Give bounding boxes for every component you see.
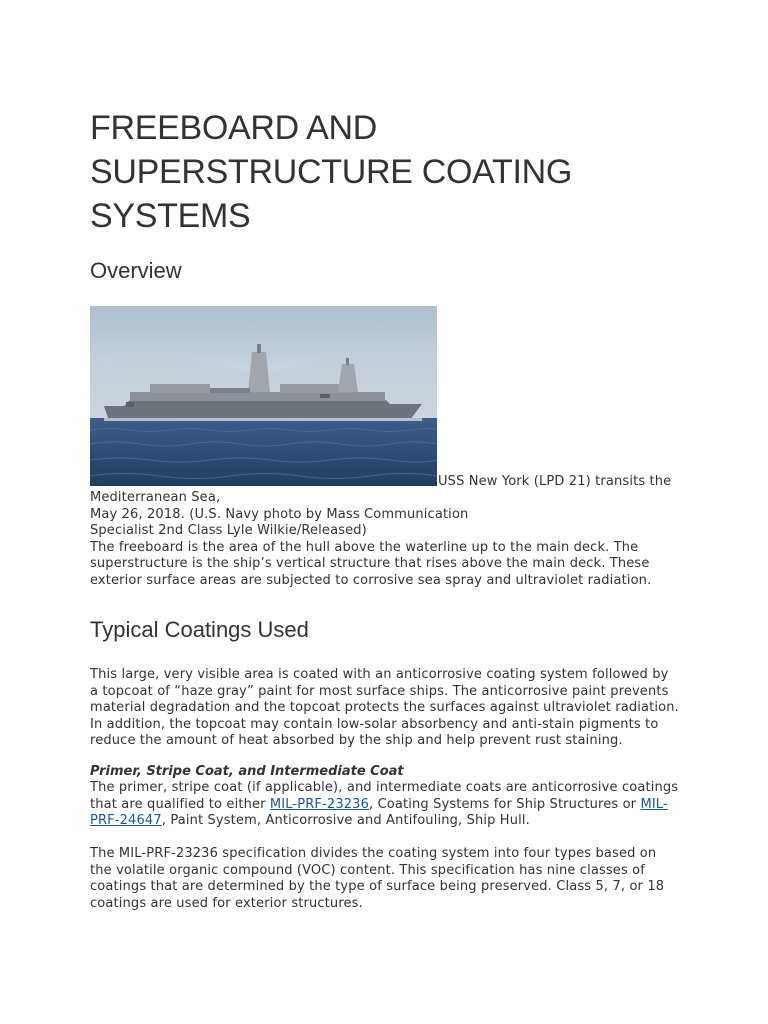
mil-prf-24647-link[interactable]: MIL-: [640, 796, 668, 812]
primer-paragraph: [90, 780, 682, 830]
caption-line: Mediterranean Sea,: [90, 490, 221, 505]
overview-text-line: exterior surface areas are subjected to corrosive sea spray and ultraviolet radiation.: [90, 572, 652, 588]
title-line: SUPERSTRUCTURE COATING: [90, 153, 573, 191]
caption-line: May 26, 2018. (U.S. Navy photo by Mass Communication: [90, 506, 469, 522]
paragraph-line: [90, 797, 682, 814]
caption-line: Specialist 2nd Class Lyle Wilkie/Released): [90, 523, 367, 538]
document-title: [90, 106, 650, 238]
paragraph-line: coatings are used for exterior structures.: [90, 895, 363, 911]
paragraph-line: a topcoat of “haze gray” paint for most surface ships. The anticorrosive paint prevents: [90, 683, 669, 699]
mil-prf-24647-link-continued[interactable]: PRF-24647: [90, 813, 162, 828]
paragraph-line: The primer, stripe coat (if applicable), and intermediate coats are anticorrosive coatings: [90, 780, 679, 795]
paragraph-text: , Coating Systems for Ship Structures or: [369, 796, 641, 812]
overview-heading: Overview: [90, 258, 182, 283]
paragraph-text: , Paint System, Anticorrosive and Antifouling, Ship Hull.: [161, 813, 530, 828]
paragraph-line: coatings that are determined by the type of surface being preserved. Class 5, 7, or 18: [90, 879, 665, 894]
overview-text-line: superstructure is the ship’s vertical structure that rises above the main deck. These: [90, 556, 650, 571]
typical-coatings-heading: Typical Coatings Used: [90, 617, 309, 642]
paragraph-line: the volatile organic compound (VOC) content. This specification has nine classes of: [90, 862, 645, 878]
paragraph-line: The MIL-PRF-23236 specification divides the coating system into four types based on: [90, 846, 657, 861]
paragraph-line: In addition, the topcoat may contain low-solar absorbency and anti-stain pigments to: [90, 716, 659, 732]
overview-text-line: The freeboard is the area of the hull above the waterline up to the main deck. The: [90, 539, 639, 555]
milspec-paragraph: [90, 846, 682, 912]
title-line: FREEBOARD AND: [90, 109, 378, 147]
paragraph-line: [90, 813, 682, 830]
title-line: SYSTEMS: [90, 197, 251, 235]
paragraph-text: that are qualified to either: [90, 796, 270, 812]
primer-subheading: Primer, Stripe Coat, and Intermediate Coat: [90, 764, 404, 779]
ship-photo: [90, 306, 437, 486]
paragraph-line: material degradation and the topcoat protects the surfaces against ultraviolet radiation.: [90, 700, 679, 715]
paragraph-line: reduce the amount of heat absorbed by the ship and help prevent rust staining.: [90, 733, 623, 748]
mil-prf-23236-link[interactable]: MIL-PRF-23236: [269, 796, 370, 812]
photo-caption-first-line: USS New York (LPD 21) transits the: [438, 474, 672, 489]
paragraph-line: This large, very visible area is coated with an anticorrosive coating system followed by: [90, 667, 669, 682]
ship-photo-icon: [90, 306, 437, 486]
typical-coatings-paragraph: [90, 667, 682, 750]
photo-caption: [90, 490, 680, 589]
